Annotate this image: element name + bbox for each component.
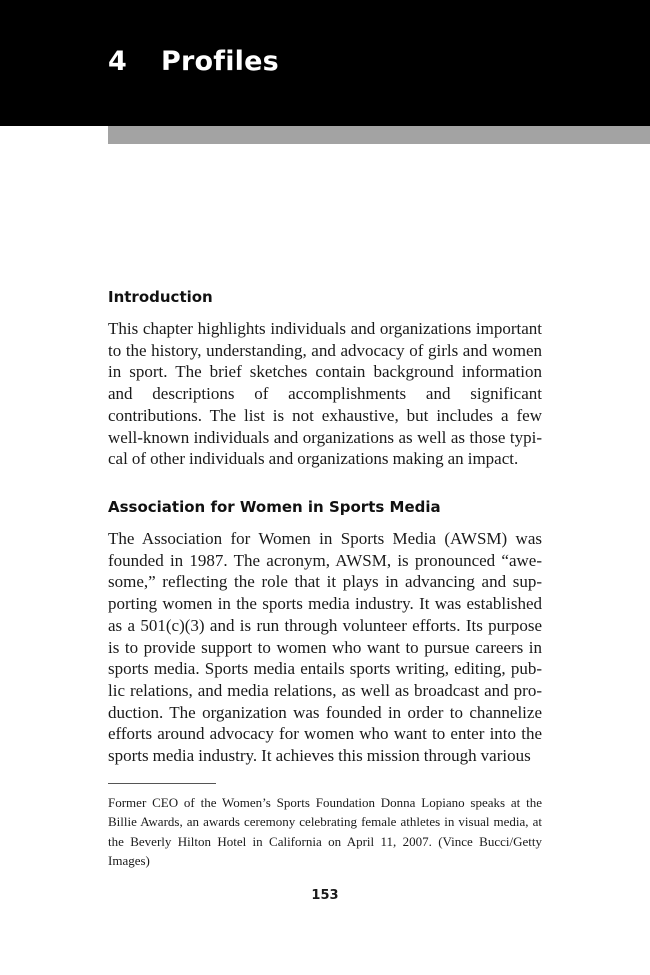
header-grey-rule [108,126,650,144]
page-number: 153 [311,888,339,903]
chapter-number: 4 [108,46,127,77]
paragraph-awsm: The Association for Women in Sports Media (AWSM) was founded in 1987. The acronym, AWSM, is pronounced “awesome,” reflecting the role that it plays in advancing and supporting women in the sports media industry. It was established as a 501(c)(3) and is run through volunteer efforts. Its purpose is to provide support to women who want to pursue careers in sports media. Sports media entails sports writing, editing, public relations, and media relations, as well as broadcast and production. The organization was founded in order to channelize efforts around advocacy for women who want to enter into the sports media industry. It achieves this mission through various [108,529,542,766]
section-heading-awsm: Association for Women in Sports Media [108,498,441,516]
photo-caption: Former CEO of the Women’s Sports Foundation Donna Lopiano speaks at the Billie Awards, an awards ceremony celebrating female athletes in visual media, at the Beverly Hilton Hotel in California on April 11, 2007. (Vince Bucci/Getty Images) [108,795,542,868]
chapter-title-text: Profiles [161,46,279,77]
section-heading-introduction: Introduction [108,288,213,306]
paragraph-introduction: This chapter highlights individuals and organizations important to the history, understanding, and advocacy of girls and women in sport. The brief sketches contain background information and descriptions of accomplishments and significant contributions. The list is not exhaustive, but includes a few well-known individuals and organizations as well as those typical of other individuals and organizations making an impact. [108,319,542,469]
footnote-divider [108,783,216,784]
chapter-title [108,42,279,82]
chapter-header-band [0,0,650,126]
